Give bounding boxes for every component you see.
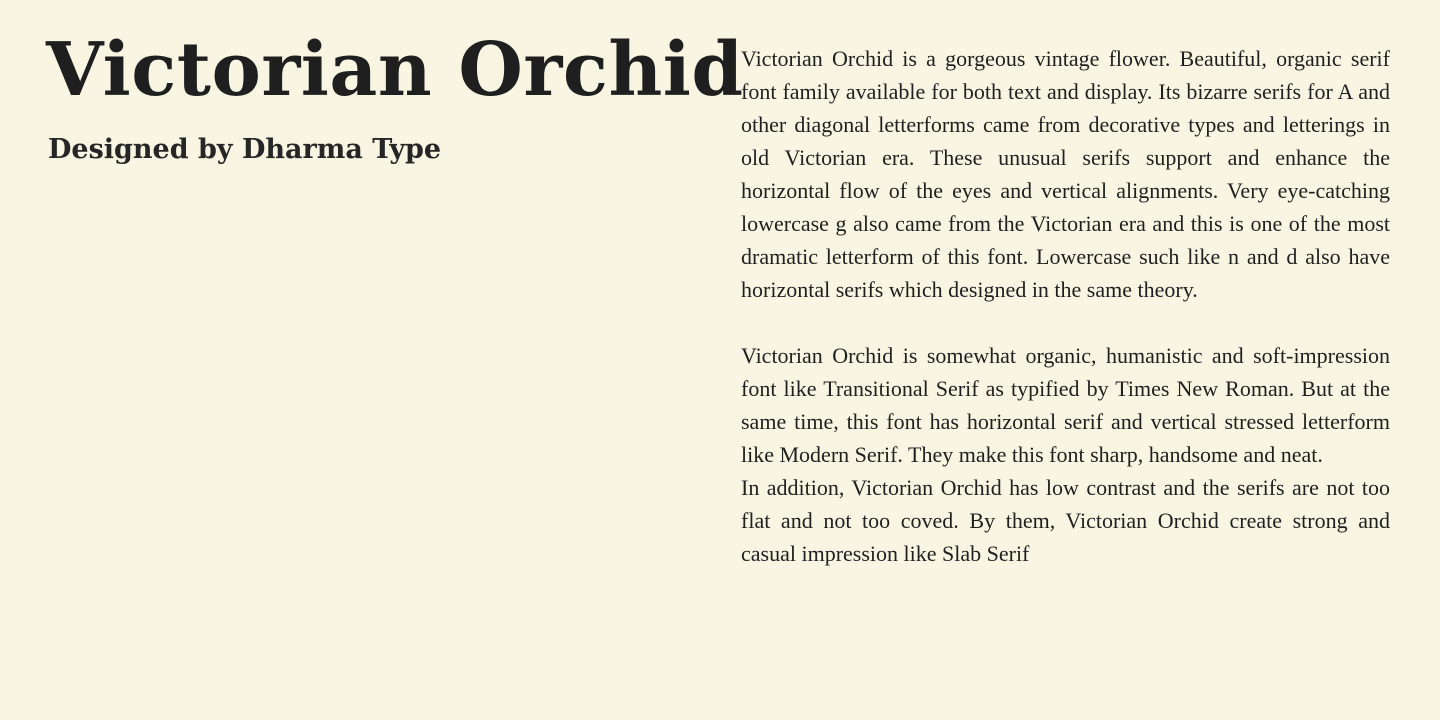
description-paragraph-intro: Victorian Orchid is a gorgeous vintage flower. Beautiful, organic serif font family available for both text and display. Its bizarre serifs for A and other diagonal letterforms came from decorative types and letterings in old Victorian era. These unusual serifs support and enhance the horizontal flow of the eyes and vertical alignments. Very eye-catching lowercase g also came from the Victorian era and this is one of the most dramatic letterform of this font. Lowercase such like n and d also have horizontal serifs which designed in the same theory. <box>741 46 1390 302</box>
designer-credit: Designed by Dharma Type <box>48 134 442 165</box>
description-paragraph-style: Victorian Orchid is somewhat organic, humanistic and soft-impression font like Transitional Serif as typified by Times New Roman. But at the same time, this font has horizontal serif and vertical stressed letterform like Modern Serif. They make this font sharp, handsome and neat. <box>741 343 1390 467</box>
font-description <box>741 42 1390 570</box>
description-paragraph-contrast: In addition, Victorian Orchid has low contrast and the serifs are not too flat and not too coved. By them, Victorian Orchid create strong and casual impression like Slab Serif <box>741 475 1390 566</box>
font-title: Victorian Orchid <box>46 27 744 113</box>
